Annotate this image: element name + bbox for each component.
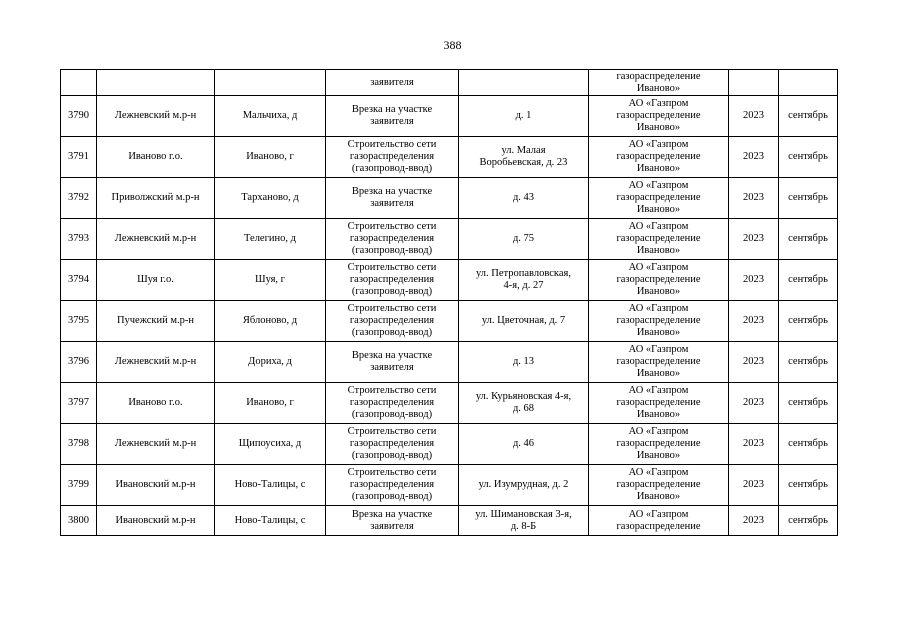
cell-work: Врезка на участке заявителя [326, 506, 459, 536]
cell-district: Лежневский м.р-н [97, 342, 215, 383]
cell-settlement [215, 70, 326, 96]
cell-month [779, 70, 838, 96]
cell-year: 2023 [729, 219, 779, 260]
cell-address: д. 75 [459, 219, 589, 260]
cell-num: 3800 [61, 506, 97, 536]
cell-settlement: Яблоново, д [215, 301, 326, 342]
cell-address: ул. Цветочная, д. 7 [459, 301, 589, 342]
cell-address: ул. Шимановская 3-я, д. 8-Б [459, 506, 589, 536]
cell-work: заявителя [326, 70, 459, 96]
table-row [61, 178, 838, 219]
cell-month: сентябрь [779, 465, 838, 506]
cell-org: АО «Газпром газораспределение Иваново» [589, 219, 729, 260]
cell-month: сентябрь [779, 383, 838, 424]
cell-org: АО «Газпром газораспределение Иваново» [589, 465, 729, 506]
cell-org: АО «Газпром газораспределение Иваново» [589, 383, 729, 424]
cell-org: АО «Газпром газораспределение Иваново» [589, 342, 729, 383]
cell-district: Ивановский м.р-н [97, 506, 215, 536]
cell-work: Строительство сети газораспределения (газопровод-ввод) [326, 137, 459, 178]
cell-address: ул. Петропавловская, 4-я, д. 27 [459, 260, 589, 301]
cell-org: АО «Газпром газораспределение Иваново» [589, 178, 729, 219]
table-row [61, 342, 838, 383]
cell-settlement: Мальчиха, д [215, 96, 326, 137]
cell-num: 3798 [61, 424, 97, 465]
cell-month: сентябрь [779, 178, 838, 219]
cell-address [459, 70, 589, 96]
cell-settlement: Ново-Талицы, с [215, 465, 326, 506]
cell-num: 3790 [61, 96, 97, 137]
page-number: 388 [443, 38, 462, 52]
cell-district: Лежневский м.р-н [97, 424, 215, 465]
cell-num: 3796 [61, 342, 97, 383]
cell-month: сентябрь [779, 260, 838, 301]
cell-address: д. 43 [459, 178, 589, 219]
cell-district: Лежневский м.р-н [97, 219, 215, 260]
cell-year: 2023 [729, 260, 779, 301]
cell-year: 2023 [729, 301, 779, 342]
cell-address: д. 13 [459, 342, 589, 383]
cell-district: Иваново г.о. [97, 137, 215, 178]
cell-org: газораспределение Иваново» [589, 70, 729, 96]
cell-num: 3791 [61, 137, 97, 178]
cell-address: ул. Малая Воробьевская, д. 23 [459, 137, 589, 178]
table-row [61, 137, 838, 178]
cell-settlement: Щипоусиха, д [215, 424, 326, 465]
cell-month: сентябрь [779, 342, 838, 383]
cell-num [61, 70, 97, 96]
cell-settlement: Иваново, г [215, 137, 326, 178]
cell-address: д. 46 [459, 424, 589, 465]
cell-org: АО «Газпром газораспределение Иваново» [589, 260, 729, 301]
cell-settlement: Шуя, г [215, 260, 326, 301]
cell-month: сентябрь [779, 96, 838, 137]
cell-work: Врезка на участке заявителя [326, 342, 459, 383]
table-row [61, 424, 838, 465]
cell-district [97, 70, 215, 96]
cell-district: Пучежский м.р-н [97, 301, 215, 342]
table-row [61, 301, 838, 342]
gas-connection-table [60, 69, 838, 536]
cell-address: ул. Изумрудная, д. 2 [459, 465, 589, 506]
cell-month: сентябрь [779, 301, 838, 342]
cell-year: 2023 [729, 178, 779, 219]
cell-year [729, 70, 779, 96]
cell-year: 2023 [729, 383, 779, 424]
table-row [61, 506, 838, 536]
cell-year: 2023 [729, 137, 779, 178]
cell-work: Врезка на участке заявителя [326, 178, 459, 219]
cell-org: АО «Газпром газораспределение Иваново» [589, 424, 729, 465]
cell-num: 3795 [61, 301, 97, 342]
cell-org: АО «Газпром газораспределение Иваново» [589, 301, 729, 342]
cell-district: Шуя г.о. [97, 260, 215, 301]
cell-address: д. 1 [459, 96, 589, 137]
cell-org: АО «Газпром газораспределение [589, 506, 729, 536]
cell-num: 3797 [61, 383, 97, 424]
cell-district: Ивановский м.р-н [97, 465, 215, 506]
cell-work: Строительство сети газораспределения (газопровод-ввод) [326, 301, 459, 342]
cell-month: сентябрь [779, 219, 838, 260]
cell-settlement: Тарханово, д [215, 178, 326, 219]
cell-month: сентябрь [779, 424, 838, 465]
cell-year: 2023 [729, 424, 779, 465]
cell-work: Врезка на участке заявителя [326, 96, 459, 137]
cell-month: сентябрь [779, 137, 838, 178]
cell-district: Лежневский м.р-н [97, 96, 215, 137]
table-row [61, 219, 838, 260]
cell-num: 3793 [61, 219, 97, 260]
table-row [61, 96, 838, 137]
cell-month: сентябрь [779, 506, 838, 536]
table-row [61, 465, 838, 506]
cell-work: Строительство сети газораспределения (газопровод-ввод) [326, 465, 459, 506]
cell-org: АО «Газпром газораспределение Иваново» [589, 137, 729, 178]
cell-org: АО «Газпром газораспределение Иваново» [589, 96, 729, 137]
table-row [61, 260, 838, 301]
cell-address: ул. Курьяновская 4-я, д. 68 [459, 383, 589, 424]
cell-settlement: Дориха, д [215, 342, 326, 383]
cell-year: 2023 [729, 96, 779, 137]
cell-district: Иваново г.о. [97, 383, 215, 424]
cell-year: 2023 [729, 342, 779, 383]
cell-num: 3794 [61, 260, 97, 301]
cell-num: 3792 [61, 178, 97, 219]
cell-year: 2023 [729, 465, 779, 506]
table-row-continuation [61, 70, 838, 96]
cell-work: Строительство сети газораспределения (газопровод-ввод) [326, 424, 459, 465]
cell-settlement: Иваново, г [215, 383, 326, 424]
table-row [61, 383, 838, 424]
cell-district: Приволжский м.р-н [97, 178, 215, 219]
cell-work: Строительство сети газораспределения (газопровод-ввод) [326, 383, 459, 424]
cell-num: 3799 [61, 465, 97, 506]
cell-work: Строительство сети газораспределения (газопровод-ввод) [326, 260, 459, 301]
cell-settlement: Телегино, д [215, 219, 326, 260]
cell-year: 2023 [729, 506, 779, 536]
cell-settlement: Ново-Талицы, с [215, 506, 326, 536]
cell-work: Строительство сети газораспределения (газопровод-ввод) [326, 219, 459, 260]
